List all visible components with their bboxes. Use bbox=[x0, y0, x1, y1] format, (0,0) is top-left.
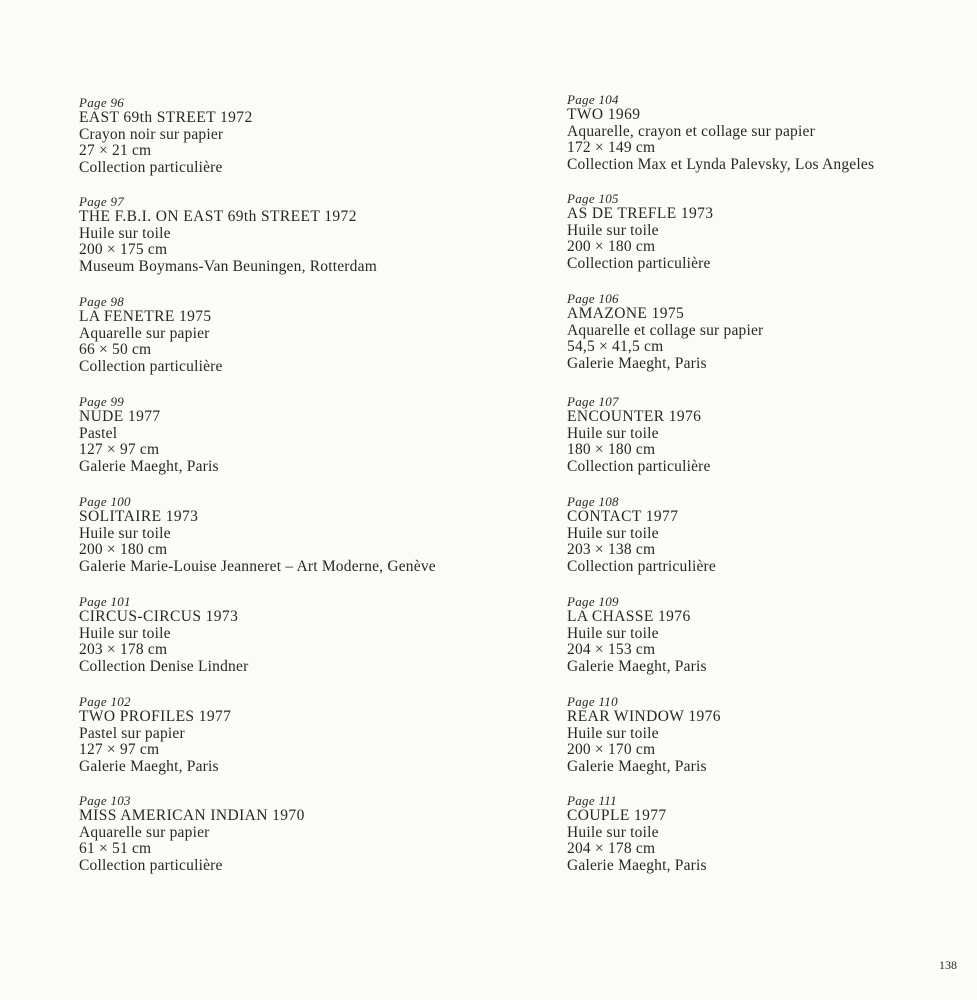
artwork-collection: Collection Denise Lindner bbox=[79, 657, 249, 675]
artwork-dimensions: 27 × 21 cm bbox=[79, 142, 152, 160]
artwork-collection: Galerie Maeght, Paris bbox=[567, 856, 707, 874]
page-reference: Page 109 bbox=[567, 594, 619, 609]
artwork-dimensions: 180 × 180 cm bbox=[567, 441, 656, 459]
artwork-medium: Huile sur toile bbox=[567, 424, 659, 442]
artwork-dimensions: 203 × 138 cm bbox=[567, 541, 656, 559]
page-reference: Page 99 bbox=[79, 394, 125, 409]
catalog-entry bbox=[79, 594, 499, 675]
catalog-entry bbox=[567, 92, 977, 173]
artwork-collection: Collection particulière bbox=[79, 158, 223, 176]
artwork-collection: Galerie Maeght, Paris bbox=[79, 757, 219, 775]
artwork-medium: Huile sur toile bbox=[567, 724, 659, 742]
page-reference: Page 98 bbox=[79, 294, 125, 309]
page-reference: Page 102 bbox=[79, 694, 131, 709]
artwork-title: NUDE 1977 bbox=[79, 408, 161, 425]
artwork-dimensions: 204 × 178 cm bbox=[567, 840, 656, 858]
page-reference: Page 101 bbox=[79, 594, 131, 609]
catalog-entry bbox=[79, 394, 499, 475]
artwork-medium: Huile sur toile bbox=[567, 221, 659, 239]
page-reference: Page 104 bbox=[567, 92, 619, 107]
artwork-dimensions: 203 × 178 cm bbox=[79, 641, 168, 659]
page-reference: Page 111 bbox=[567, 793, 617, 808]
artwork-collection: Collection Max et Lynda Palevsky, Los Angeles bbox=[567, 155, 875, 173]
artwork-medium: Huile sur toile bbox=[567, 524, 659, 542]
artwork-title: LA FENETRE 1975 bbox=[79, 308, 212, 325]
artwork-title: COUPLE 1977 bbox=[567, 807, 667, 824]
artwork-collection: Collection particulière bbox=[567, 457, 711, 475]
artwork-medium: Crayon noir sur papier bbox=[79, 125, 224, 143]
catalog-entry bbox=[79, 95, 499, 176]
artwork-medium: Pastel sur papier bbox=[79, 724, 185, 742]
page-reference: Page 106 bbox=[567, 291, 619, 306]
catalog-entry bbox=[567, 494, 977, 575]
catalog-entry bbox=[567, 594, 977, 675]
catalog-entry bbox=[79, 694, 499, 775]
artwork-collection: Collection particulière bbox=[567, 254, 711, 272]
artwork-dimensions: 66 × 50 cm bbox=[79, 341, 152, 359]
artwork-medium: Huile sur toile bbox=[567, 823, 659, 841]
artwork-medium: Huile sur toile bbox=[79, 624, 171, 642]
catalog-entry bbox=[567, 394, 977, 475]
catalog-entry bbox=[567, 694, 977, 775]
page-reference: Page 100 bbox=[79, 494, 131, 509]
artwork-title: CIRCUS-CIRCUS 1973 bbox=[79, 608, 239, 625]
artwork-dimensions: 200 × 170 cm bbox=[567, 741, 656, 759]
artwork-collection: Galerie Marie-Louise Jeanneret – Art Moderne, Genève bbox=[79, 557, 436, 575]
artwork-collection: Collection particulière bbox=[79, 856, 223, 874]
artwork-title: AMAZONE 1975 bbox=[567, 305, 685, 322]
catalog-entry bbox=[79, 294, 499, 375]
artwork-dimensions: 200 × 180 cm bbox=[79, 541, 168, 559]
artwork-medium: Aquarelle sur papier bbox=[79, 823, 210, 841]
artwork-title: CONTACT 1977 bbox=[567, 508, 679, 525]
artwork-title: TWO PROFILES 1977 bbox=[79, 708, 232, 725]
catalog-entry bbox=[567, 793, 977, 874]
artwork-title: TWO 1969 bbox=[567, 106, 641, 123]
artwork-title: EAST 69th STREET 1972 bbox=[79, 109, 253, 126]
artwork-title: SOLITAIRE 1973 bbox=[79, 508, 199, 525]
artwork-collection: Galerie Maeght, Paris bbox=[567, 657, 707, 675]
catalog-entry bbox=[567, 191, 977, 272]
artwork-medium: Aquarelle, crayon et collage sur papier bbox=[567, 122, 815, 140]
page-reference: Page 108 bbox=[567, 494, 619, 509]
catalog-entry bbox=[79, 494, 499, 575]
catalog-entry bbox=[79, 194, 499, 275]
artwork-dimensions: 200 × 180 cm bbox=[567, 238, 656, 256]
artwork-dimensions: 54,5 × 41,5 cm bbox=[567, 338, 664, 356]
page-reference: Page 107 bbox=[567, 394, 619, 409]
artwork-title: THE F.B.I. ON EAST 69th STREET 1972 bbox=[79, 208, 357, 225]
artwork-title: MISS AMERICAN INDIAN 1970 bbox=[79, 807, 305, 824]
artwork-title: ENCOUNTER 1976 bbox=[567, 408, 702, 425]
artwork-title: AS DE TREFLE 1973 bbox=[567, 205, 714, 222]
artwork-dimensions: 61 × 51 cm bbox=[79, 840, 152, 858]
artwork-medium: Pastel bbox=[79, 424, 118, 442]
artwork-collection: Galerie Maeght, Paris bbox=[567, 757, 707, 775]
artwork-medium: Huile sur toile bbox=[567, 624, 659, 642]
artwork-medium: Huile sur toile bbox=[79, 224, 171, 242]
artwork-dimensions: 200 × 175 cm bbox=[79, 241, 168, 259]
catalog-entry bbox=[567, 291, 977, 372]
artwork-collection: Museum Boymans-Van Beuningen, Rotterdam bbox=[79, 257, 377, 275]
catalog-entry bbox=[79, 793, 499, 874]
page-reference: Page 110 bbox=[567, 694, 618, 709]
artwork-title: REAR WINDOW 1976 bbox=[567, 708, 721, 725]
page-number: 138 bbox=[939, 958, 957, 972]
artwork-collection: Galerie Maeght, Paris bbox=[567, 354, 707, 372]
artwork-medium: Aquarelle sur papier bbox=[79, 324, 210, 342]
page-reference: Page 105 bbox=[567, 191, 619, 206]
artwork-collection: Collection particulière bbox=[79, 357, 223, 375]
page-reference: Page 96 bbox=[79, 95, 125, 110]
artwork-medium: Huile sur toile bbox=[79, 524, 171, 542]
page-reference: Page 103 bbox=[79, 793, 131, 808]
artwork-collection: Galerie Maeght, Paris bbox=[79, 457, 219, 475]
artwork-title: LA CHASSE 1976 bbox=[567, 608, 691, 625]
artwork-collection: Collection partriculière bbox=[567, 557, 716, 575]
artwork-dimensions: 127 × 97 cm bbox=[79, 741, 160, 759]
artwork-dimensions: 204 × 153 cm bbox=[567, 641, 656, 659]
artwork-dimensions: 172 × 149 cm bbox=[567, 139, 656, 157]
artwork-medium: Aquarelle et collage sur papier bbox=[567, 321, 764, 339]
page-reference: Page 97 bbox=[79, 194, 125, 209]
artwork-dimensions: 127 × 97 cm bbox=[79, 441, 160, 459]
